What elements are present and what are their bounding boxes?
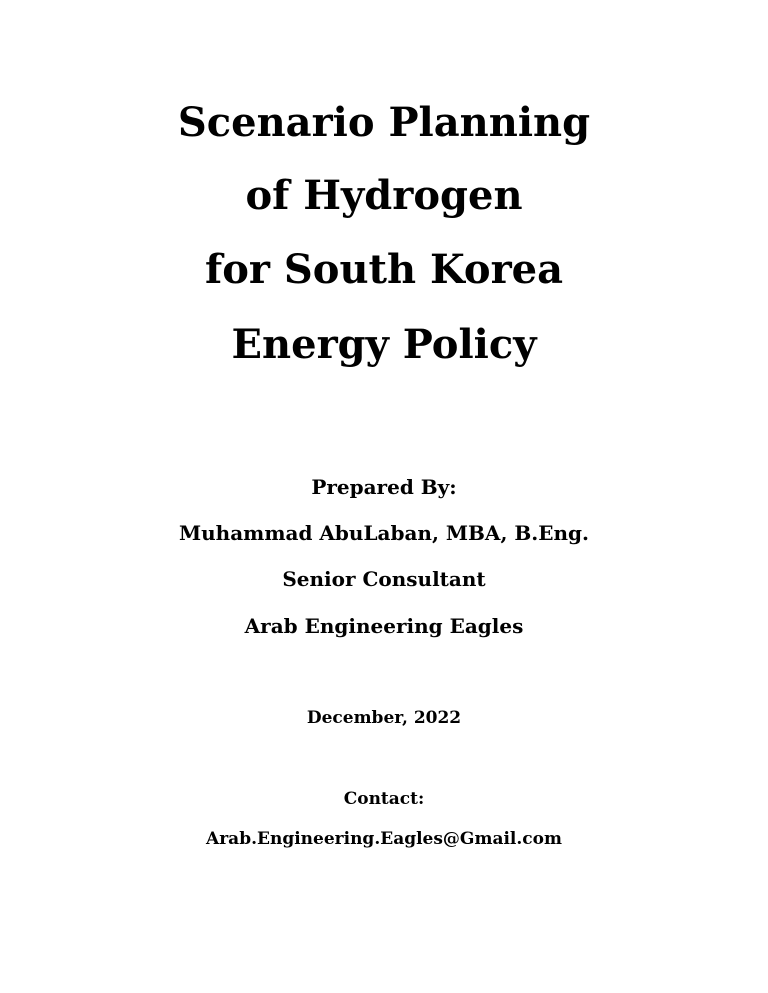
prepared-by-heading: Prepared By:: [311, 475, 457, 499]
author-role: Senior Consultant: [282, 567, 486, 591]
author-name: Muhammad AbuLaban, MBA, B.Eng.: [179, 521, 589, 545]
contact-email: Arab.Engineering.Eagles@Gmail.com: [206, 829, 562, 849]
contact-heading: Contact:: [343, 789, 425, 809]
title-line-3: for South Korea: [204, 246, 564, 293]
title-line-2: of Hydrogen: [245, 172, 523, 219]
title-line-4: Energy Policy: [231, 321, 537, 368]
document-date: December, 2022: [306, 708, 462, 728]
organization-name: Arab Engineering Eagles: [244, 614, 524, 638]
title-line-1: Scenario Planning: [177, 99, 591, 146]
